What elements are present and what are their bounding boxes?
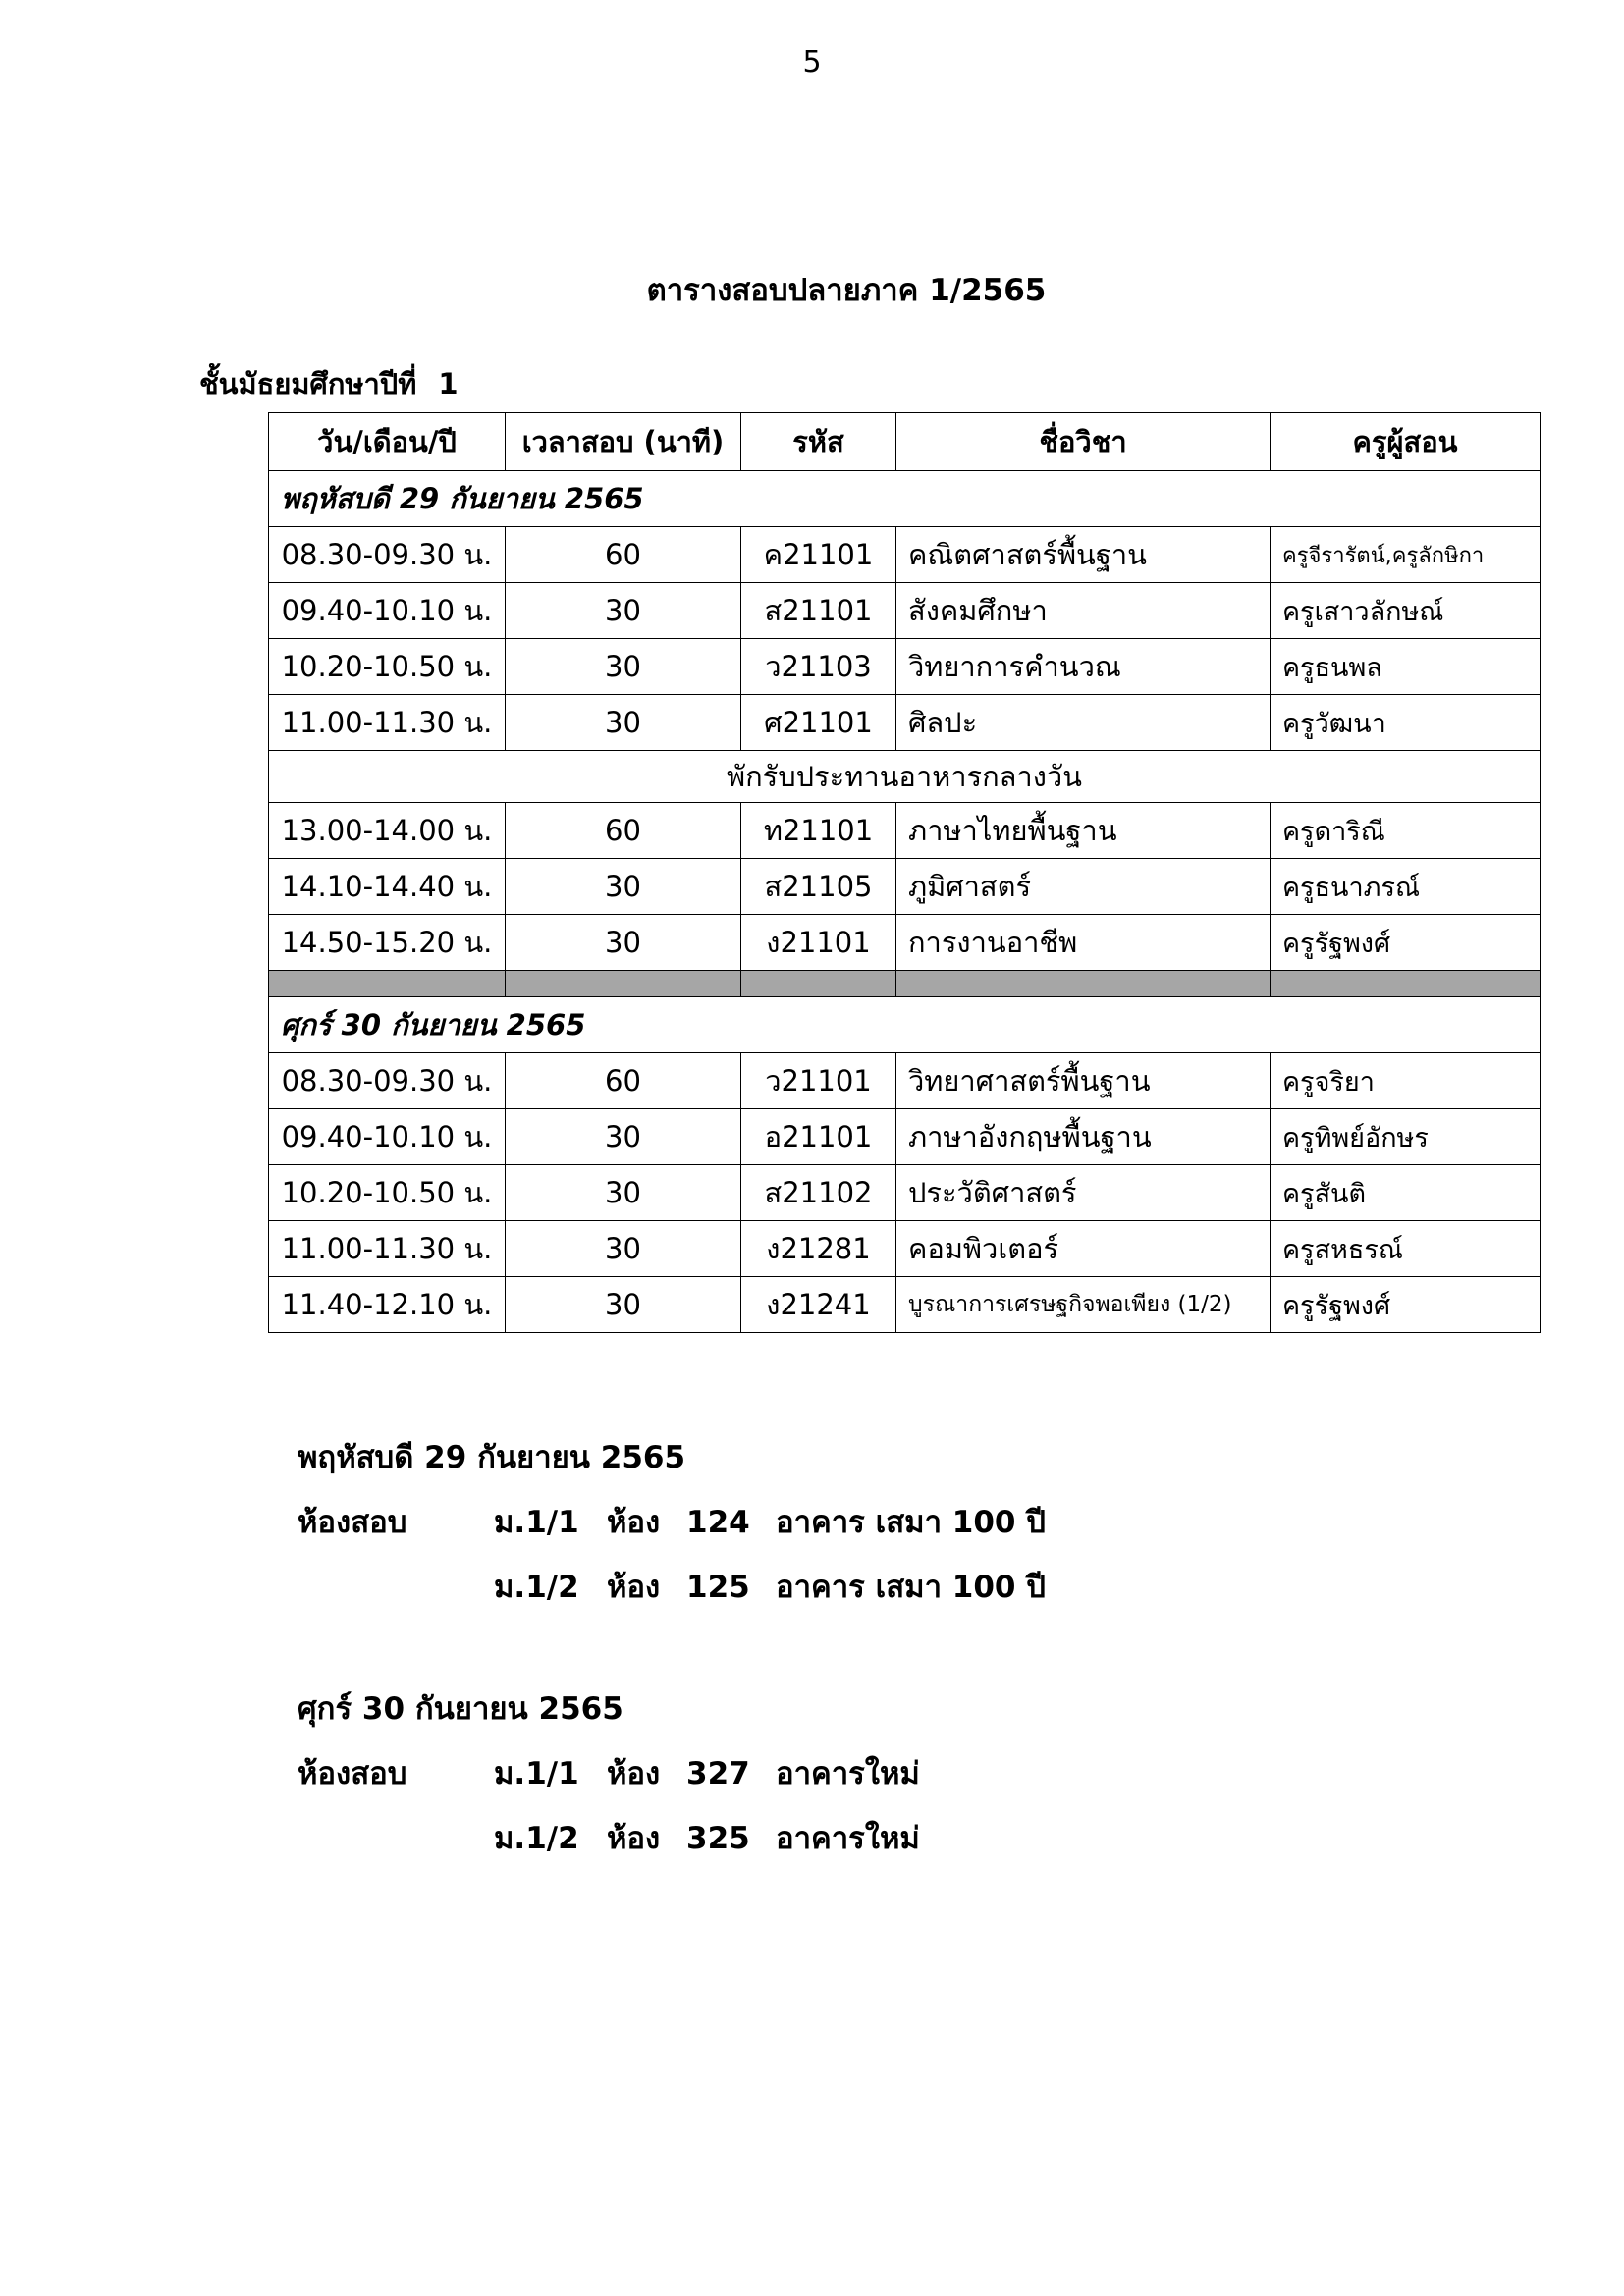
cell-code: ง21241 <box>741 1277 896 1333</box>
page-number: 5 <box>802 45 822 80</box>
cell-minutes: 30 <box>506 583 741 639</box>
room-building: อาคารใหม่ <box>776 1756 920 1791</box>
cell-minutes: 60 <box>506 527 741 583</box>
room-number: 327 <box>686 1756 750 1791</box>
cell-code: ส21101 <box>741 583 896 639</box>
cell-minutes: 30 <box>506 695 741 751</box>
cell-subject: ศิลปะ <box>896 695 1271 751</box>
cell-subject: ภาษาอังกฤษพื้นฐาน <box>896 1109 1271 1165</box>
table-row <box>269 1053 1541 1109</box>
rooms-day-label: ศุกร์ 30 กันยายน 2565 <box>298 1691 623 1727</box>
room-building: อาคาร เสมา 100 ปี <box>776 1570 1046 1605</box>
cell-teacher: ครูจีรารัตน์,ครูลักษิกา <box>1271 527 1541 583</box>
cell-teacher: ครูรัฐพงศ์ <box>1271 1277 1541 1333</box>
room-number: 325 <box>686 1821 750 1856</box>
cell-minutes: 30 <box>506 915 741 971</box>
cell-code: ว21101 <box>741 1053 896 1109</box>
cell-subject: ภาษาไทยพื้นฐาน <box>896 803 1271 859</box>
room-label: ห้องสอบ <box>298 1756 407 1791</box>
room-word: ห้อง <box>607 1821 661 1856</box>
cell-time: 10.20-10.50 น. <box>269 639 506 695</box>
cell-subject: บูรณาการเศรษฐกิจพอเพียง (1/2) <box>896 1277 1271 1333</box>
cell-teacher: ครูรัฐพงศ์ <box>1271 915 1541 971</box>
cell-time: 09.40-10.10 น. <box>269 1109 506 1165</box>
cell-subject: สังคมศึกษา <box>896 583 1271 639</box>
cell-minutes: 30 <box>506 1277 741 1333</box>
cell-time: 08.30-09.30 น. <box>269 527 506 583</box>
header-code: รหัส <box>741 413 896 471</box>
table-row <box>269 1165 1541 1221</box>
cell-subject: ประวัติศาสตร์ <box>896 1165 1271 1221</box>
table-row <box>269 803 1541 859</box>
cell-teacher: ครูธนาภรณ์ <box>1271 859 1541 915</box>
separator-cell <box>269 971 506 997</box>
table-header-row <box>269 413 1541 471</box>
header-duration: เวลาสอบ (นาที) <box>506 413 741 471</box>
cell-teacher: ครูวัฒนา <box>1271 695 1541 751</box>
room-word: ห้อง <box>607 1756 661 1791</box>
cell-code: ว21103 <box>741 639 896 695</box>
cell-subject: วิทยาการคำนวณ <box>896 639 1271 695</box>
cell-teacher: ครูสันติ <box>1271 1165 1541 1221</box>
cell-code: ง21281 <box>741 1221 896 1277</box>
lunch-break-label: พักรับประทานอาหารกลางวัน <box>269 751 1541 803</box>
separator-cell <box>741 971 896 997</box>
cell-teacher: ครูเสาวลักษณ์ <box>1271 583 1541 639</box>
room-label: ห้องสอบ <box>298 1505 407 1540</box>
rooms-day-label: พฤหัสบดี 29 กันยายน 2565 <box>298 1440 686 1475</box>
cell-subject: วิทยาศาสตร์พื้นฐาน <box>896 1053 1271 1109</box>
grade-number: 1 <box>438 367 459 400</box>
grade-label: ชั้นมัธยมศึกษาปีที่ <box>199 367 417 400</box>
header-teacher: ครูผู้สอน <box>1271 413 1541 471</box>
table-row <box>269 915 1541 971</box>
room-building: อาคารใหม่ <box>776 1821 920 1856</box>
cell-minutes: 30 <box>506 1109 741 1165</box>
separator-cell <box>896 971 1271 997</box>
cell-time: 11.00-11.30 น. <box>269 695 506 751</box>
table-row <box>269 695 1541 751</box>
section-gap <box>298 1620 685 1677</box>
exam-rooms-section <box>298 1425 1046 1871</box>
room-class: ม.1/2 <box>494 1570 579 1605</box>
cell-teacher: ครูดาริณี <box>1271 803 1541 859</box>
table-row <box>269 1221 1541 1277</box>
day-label: พฤหัสบดี 29 กันยายน 2565 <box>269 471 1541 527</box>
cell-code: ท21101 <box>741 803 896 859</box>
day-label: ศุกร์ 30 กันยายน 2565 <box>269 997 1541 1053</box>
page-title: ตารางสอบปลายภาค 1/2565 <box>646 273 1047 308</box>
cell-code: ส21105 <box>741 859 896 915</box>
cell-code: อ21101 <box>741 1109 896 1165</box>
separator-cell <box>506 971 741 997</box>
cell-minutes: 30 <box>506 1165 741 1221</box>
cell-minutes: 30 <box>506 1221 741 1277</box>
room-class: ม.1/1 <box>494 1505 579 1540</box>
cell-time: 13.00-14.00 น. <box>269 803 506 859</box>
cell-teacher: ครูธนพล <box>1271 639 1541 695</box>
cell-code: ศ21101 <box>741 695 896 751</box>
room-entry <box>298 1490 1046 1555</box>
cell-teacher: ครูทิพย์อักษร <box>1271 1109 1541 1165</box>
cell-subject: ภูมิศาสตร์ <box>896 859 1271 915</box>
cell-teacher: ครูจริยา <box>1271 1053 1541 1109</box>
cell-subject: คอมพิวเตอร์ <box>896 1221 1271 1277</box>
table-row <box>269 639 1541 695</box>
room-building: อาคาร เสมา 100 ปี <box>776 1505 1046 1540</box>
cell-subject: การงานอาชีพ <box>896 915 1271 971</box>
header-date: วัน/เดือน/ปี <box>269 413 506 471</box>
room-entry <box>298 1555 1046 1620</box>
header-subject: ชื่อวิชา <box>896 413 1271 471</box>
exam-schedule-table <box>268 412 1541 1333</box>
cell-minutes: 60 <box>506 803 741 859</box>
room-number: 125 <box>686 1570 750 1605</box>
table-row <box>269 859 1541 915</box>
room-class: ม.1/1 <box>494 1756 579 1791</box>
cell-minutes: 60 <box>506 1053 741 1109</box>
cell-teacher: ครูสหธรณ์ <box>1271 1221 1541 1277</box>
cell-time: 11.00-11.30 น. <box>269 1221 506 1277</box>
cell-code: ส21102 <box>741 1165 896 1221</box>
cell-time: 10.20-10.50 น. <box>269 1165 506 1221</box>
lunch-break-row <box>269 751 1541 803</box>
cell-code: ค21101 <box>741 527 896 583</box>
cell-time: 14.50-15.20 น. <box>269 915 506 971</box>
table-row <box>269 1277 1541 1333</box>
cell-code: ง21101 <box>741 915 896 971</box>
cell-time: 09.40-10.10 น. <box>269 583 506 639</box>
room-number: 124 <box>686 1505 750 1540</box>
grade-heading <box>199 361 459 406</box>
room-word: ห้อง <box>607 1570 661 1605</box>
room-class: ม.1/2 <box>494 1821 579 1856</box>
room-entry <box>298 1741 920 1806</box>
day-row-thursday <box>269 471 1541 527</box>
cell-time: 11.40-12.10 น. <box>269 1277 506 1333</box>
table-row <box>269 527 1541 583</box>
cell-time: 08.30-09.30 น. <box>269 1053 506 1109</box>
cell-subject: คณิตศาสตร์พื้นฐาน <box>896 527 1271 583</box>
room-word: ห้อง <box>607 1505 661 1540</box>
day-row-friday <box>269 997 1541 1053</box>
cell-time: 14.10-14.40 น. <box>269 859 506 915</box>
separator-row <box>269 971 1541 997</box>
table-row <box>269 1109 1541 1165</box>
room-entry <box>298 1806 920 1871</box>
cell-minutes: 30 <box>506 639 741 695</box>
separator-cell <box>1271 971 1541 997</box>
table-row <box>269 583 1541 639</box>
cell-minutes: 30 <box>506 859 741 915</box>
